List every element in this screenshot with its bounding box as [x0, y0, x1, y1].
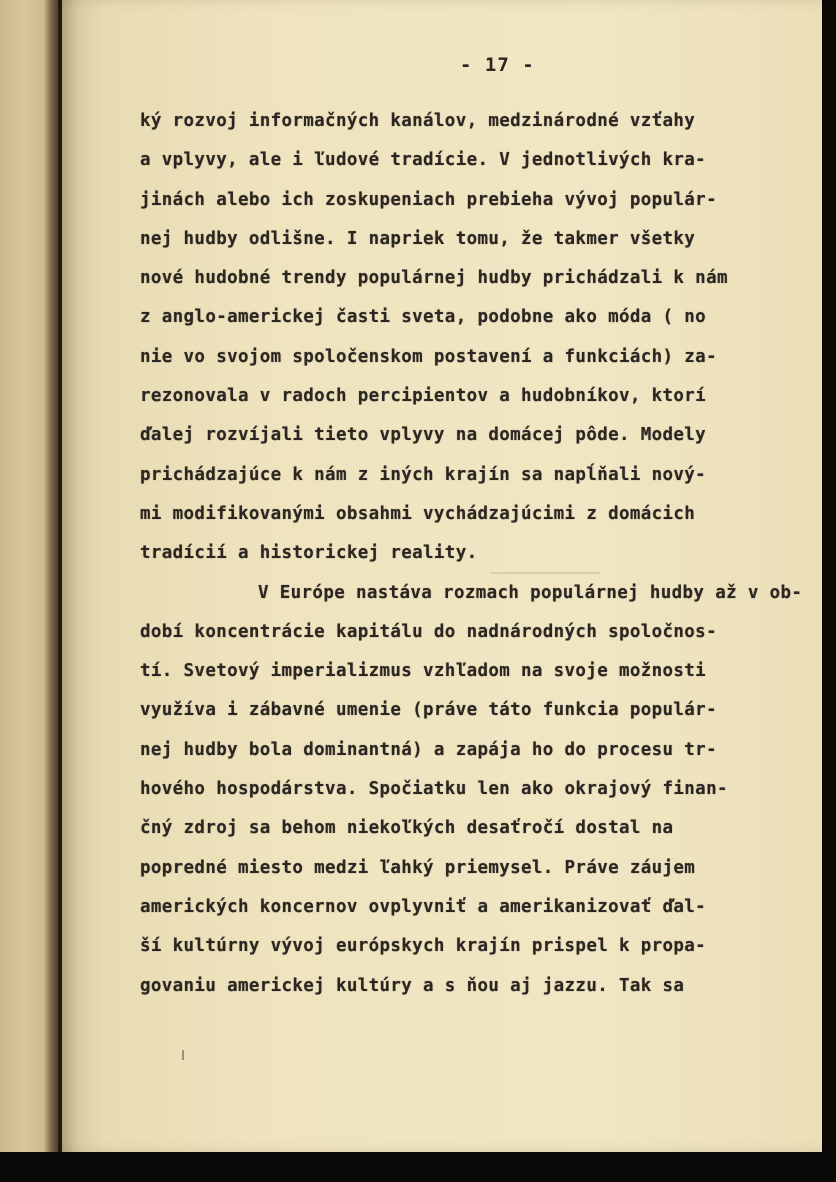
text-line: tí. Svetový imperializmus vzhľadom na svoje možnosti [140, 661, 707, 682]
text-line: ďalej rozvíjali tieto vplyvy na domácej pôde. Modely [140, 425, 707, 446]
text-line: jinách alebo ich zoskupeniach prebieha vývoj populár- [140, 189, 717, 210]
text-line: hového hospodárstva. Spočiatku len ako okrajový finan- [140, 779, 728, 800]
text-line: amerických koncernov ovplyvniť a amerikanizovať ďal- [140, 896, 707, 917]
text-line: prichádzajúce k nám z iných krajín sa napĺňali nový- [140, 464, 707, 485]
text-line: nie vo svojom spoločenskom postavení a funkciách) za- [140, 346, 717, 367]
text-line: popredné miesto medzi ľahký priemysel. Práve záujem [140, 857, 696, 878]
text-line: rezonovala v radoch percipientov a hudobníkov, ktorí [140, 386, 707, 407]
page-number: - 17 - [460, 54, 535, 76]
text-line: z anglo-americkej časti sveta, podobne ako móda ( no [140, 307, 707, 328]
faint-show-through-mark [490, 572, 600, 574]
text-line: nej hudby bola dominantná) a zapája ho do procesu tr- [140, 739, 717, 760]
body-text [140, 102, 803, 1006]
text-line: ký rozvoj informačných kanálov, medzinárodné vzťahy [140, 111, 696, 131]
margin-tick-mark [182, 1050, 184, 1060]
scanner-background-bottom [0, 1152, 836, 1182]
text-line: čný zdroj sa behom niekoľkých desaťročí dostal na [140, 818, 674, 839]
text-line: ší kultúrny vývoj európskych krajín prispel k propa- [140, 936, 707, 957]
text-line: mi modifikovanými obsahmi vychádzajúcimi z domácich [140, 503, 696, 524]
text-line: nej hudby odlišne. I napriek tomu, že takmer všetky [140, 228, 696, 249]
text-line: a vplyvy, ale i ľudové tradície. V jednotlivých kra- [140, 150, 707, 171]
text-line: tradícií a historickej reality. [140, 543, 478, 564]
scanner-background-right [822, 0, 836, 1182]
text-line: nové hudobné trendy populárnej hudby prichádzali k nám [140, 268, 728, 289]
text-line: využíva i zábavné umenie (práve táto funkcia populár- [140, 700, 717, 721]
paragraph-start-line: V Európe nastáva rozmach populárnej hudby až v ob- [258, 582, 803, 603]
text-line: dobí koncentrácie kapitálu do nadnárodných spoločnos- [140, 621, 717, 642]
text-line: govaniu americkej kultúry a s ňou aj jazzu. Tak sa [140, 975, 685, 996]
